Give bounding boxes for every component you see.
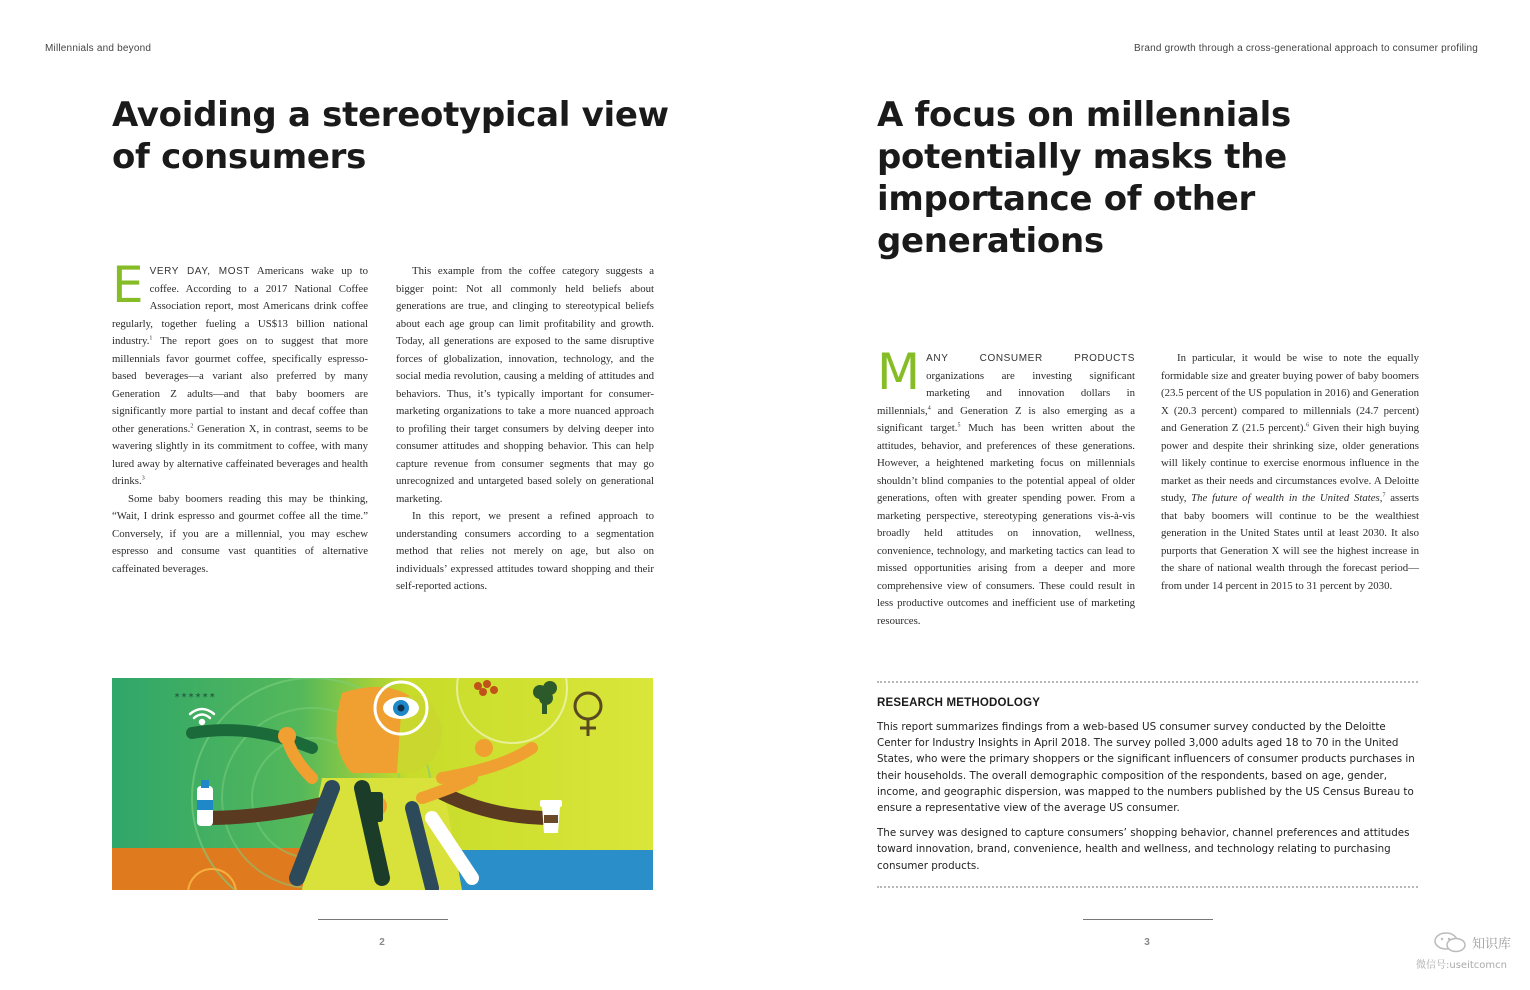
text-run: asserts that baby boomers will continue to be the wealthiest generation in the United States until at least 2030. It also purports that Generation X will see the highest increase in the share of national wealth through the forecast period—from under 14 percent in 2015 to 31 percent by 2030. <box>1161 492 1419 592</box>
footnote-ref: 1 <box>149 335 153 342</box>
illustration-art <box>112 678 653 890</box>
folio-rule <box>318 919 448 920</box>
left-page-title: Avoiding a stereotypical view of consumers <box>112 95 669 177</box>
right-column-2 <box>1161 350 1419 595</box>
footnote-ref: 6 <box>1306 422 1310 429</box>
watermark-brand: 知识库 <box>1472 937 1512 952</box>
text-run: Given their high buying power and despite their shrinking size, older generations will likely continue to exercise enormous influence in the market as their needs and circumstances evolve. A Deloitte study, <box>1161 422 1419 504</box>
left-column-1 <box>112 256 368 578</box>
text-run: Generation X, in contrast, seems to be wavering slightly in its commitment to coffee, with many lured away by alternative caffeinated beverages and health drinks. <box>112 422 368 487</box>
text-run: Much has been written about the attitudes, behavior, and preferences of these generations. However, a heightened marketing focus on millennials shouldn’t blind companies to the potential appeal of older generations, often with greater spending power. From a marketing perspective, stereotyping generations vis-à-vis broadly held attitudes on innovation, wellness, convenience, technology, and marketing tactics can lead to missed opportunities arising from a deeper and more comprehensive view of consumers. These could result in less productive outcomes and inefficient use of marketing resources. <box>877 422 1136 627</box>
paragraph: In this report, we present a refined approach to understanding consumers according to a segmentation method that relies not merely on age, but also on individuals’ expressed attitudes toward shopping and their self-reported actions. <box>396 510 654 592</box>
phone-icon <box>367 792 383 822</box>
dropcap: M <box>877 343 921 401</box>
right-page-title: A focus on millennials potentially masks the importance of other generations <box>877 95 1291 261</box>
lead-smallcaps: ANY CONSUMER PRODUCTS <box>926 353 1135 364</box>
wechat-icon <box>1433 931 1467 953</box>
research-methodology-body <box>877 719 1422 883</box>
illustration-stars: ****** <box>174 692 217 703</box>
paragraph: Some baby boomers reading this may be thinking, “Wait, I drink espresso and gourmet coffee all the time.” Conversely, if you are a millennial, you may eschew espresso and consume vast quantities of alternative caffeinated beverages. <box>112 492 368 575</box>
paragraph <box>112 256 368 491</box>
running-head-right: Brand growth through a cross-generational approach to consumer profiling <box>1133 43 1478 54</box>
research-methodology-heading: RESEARCH METHODOLOGY <box>877 697 1041 709</box>
page-number-left: 2 <box>379 937 385 948</box>
text-run: organizations are investing significant marketing and innovation dollars in millennials, <box>877 369 1135 417</box>
lead-smallcaps: VERY DAY, MOST <box>149 266 251 277</box>
folio-rule <box>1083 919 1213 920</box>
paragraph: This report summarizes findings from a web-based US consumer survey conducted by the Deloitte Center for Industry Insights in April 2018. The survey polled 3,000 adults aged 18 to 70 in the United States, who were the primary shoppers or the significant influencers of consumer products purchases in their households. The overall demographic composition of the respondents, based on age, gender, income, and geographic dispersion, was mapped to the numbers published by the US Census Bureau to ensure a representative view of the average US consumer. <box>877 721 1415 815</box>
footnote-ref: 7 <box>1382 492 1386 499</box>
dotted-divider <box>877 886 1418 888</box>
dotted-divider <box>877 681 1418 683</box>
study-title: The future of wealth in the United States <box>1191 492 1380 504</box>
paragraph <box>877 343 1136 630</box>
right-column-1 <box>877 343 1136 630</box>
text-run: The report goes on to suggest that more millennials favor gourmet coffee, specifically espresso-based beverages—a variant also preferred by many Generation Z adults—and that baby boomers are significantly more partial to instant and decaf coffee than other generations. <box>112 335 368 435</box>
paragraph: The survey was designed to capture consumers’ shopping behavior, channel preferences and attitudes toward innovation, brand, convenience, health and wellness, and technology relating to purchasing consumer products. <box>877 827 1410 872</box>
paragraph: This example from the coffee category suggests a bigger point: Not all commonly held beliefs about generations are true, and clinging to stereotypical beliefs about each age group can limit profitability and growth. Today, all generations are exposed to the same disruptive forces of globalization, innovation, technology, and the social media revolution, causing a melding of attitudes and behaviors. Thus, it’s typically important for consumer-marketing organizations to take a more nuanced approach to profiling their target consumers by delving deeper into consumer attitudes and shopping behavior. This can help capture revenue from consumer segments that may go unrecognized and untargeted based solely on generational marketing. <box>396 265 654 505</box>
footnote-ref: 4 <box>927 404 931 411</box>
paragraph <box>1161 350 1419 595</box>
text-run: , <box>1379 492 1383 504</box>
page-number-right: 3 <box>1144 937 1150 948</box>
footnote-ref: 5 <box>957 422 961 429</box>
consumer-illustration <box>112 678 653 890</box>
text-run: In particular, it would be wise to note the equally formidable size and greater buying power of baby boomers (23.5 percent of the US population in 2016) and Generation X (20.3 percent) compared to millennials (24.7 percent) and Generation Z (21.5 percent). <box>1161 352 1419 434</box>
footnote-ref: 2 <box>190 422 194 429</box>
text-run: Americans wake up to coffee. According to a 2017 National Coffee Association report, most Americans drink coffee regularly, together fueling a US$13 billion national industry. <box>112 265 368 347</box>
dropcap: E <box>112 256 144 314</box>
watermark-sub: 微信号:useitcomcn <box>1416 960 1507 971</box>
footnote-ref: 3 <box>141 475 145 482</box>
left-column-2 <box>396 263 654 596</box>
text-run: and Generation Z is also emerging as a significant target. <box>877 404 1135 434</box>
running-head-left: Millennials and beyond <box>45 43 152 54</box>
